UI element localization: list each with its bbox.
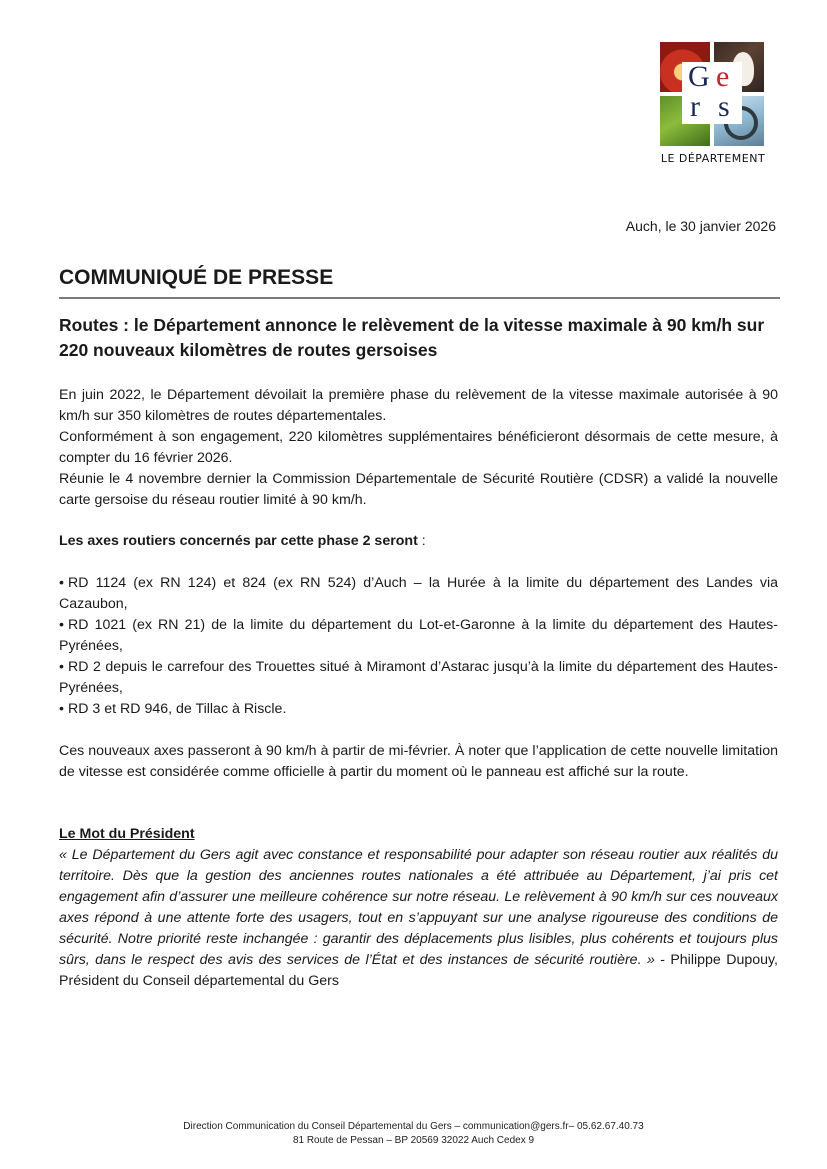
axes-heading-text: Les axes routiers concernés par cette phase 2 seront	[59, 533, 418, 549]
logo-letter-s: s	[718, 90, 730, 123]
list-item: • RD 3 et RD 946, de Tillac à Riscle.	[59, 699, 778, 720]
list-item: • RD 2 depuis le carrefour des Trouettes situé à Miramont d’Astarac jusqu’à la limite du département des Hautes-Pyrénées,	[59, 657, 778, 699]
president-heading: Le Mot du Président	[59, 826, 195, 842]
logo-letter-e: e	[716, 60, 730, 93]
intro-section	[59, 385, 778, 511]
axes-heading-colon: :	[417, 533, 426, 549]
logo-letter-r: r	[690, 90, 700, 123]
logo-caption: LE DÉPARTEMENT	[660, 152, 766, 165]
axes-section	[59, 573, 778, 720]
axes-heading	[59, 531, 778, 552]
document-title: COMMUNIQUÉ DE PRESSE	[59, 266, 334, 289]
page-footer	[0, 1120, 827, 1148]
release-date: Auch, le 30 janvier 2026	[625, 218, 776, 234]
list-item: • RD 1021 (ex RN 21) de la limite du département du Lot-et-Garonne à la limite du département des Hautes-Pyrénées,	[59, 615, 778, 657]
headline: Routes : le Département annonce le relèvement de la vitesse maximale à 90 km/h sur 220 nouveaux kilomètres de routes gersoises	[59, 315, 765, 360]
president-quote: « Le Département du Gers agit avec constance et responsabilité pour adapter son réseau routier aux réalités du territoire. Dès que la gestion des anciennes routes nationales a été attribuée au Département, j’ai pris cet engagement afin d’assurer une meilleure cohérence sur notre réseau. Le relèvement à 90 km/h sur ces nouveaux axes répond à une attente forte des usagers, tout en s’appuyant sur une analyse rigoureuse des conditions de sécurité. Notre priorité reste inchangée : garantir des déplacements plus lisibles, plus cohérents et toujours plus sûrs, dans le respect des avis des services de l’État et des instances de sécurité routière. »	[59, 847, 778, 968]
gers-logo	[658, 40, 768, 165]
logo-letter-g: G	[688, 60, 710, 93]
closing-paragraph: Ces nouveaux axes passeront à 90 km/h à partir de mi-février. À noter que l’application de cette nouvelle limitation de vitesse est considérée comme officielle à partir du moment où le panneau est affiché sur la route.	[59, 743, 778, 780]
title-divider	[59, 297, 780, 299]
intro-paragraph: Réunie le 4 novembre dernier la Commission Départementale de Sécurité Routière (CDSR) a validé la nouvelle carte gersoise du réseau routier limité à 90 km/h.	[59, 471, 778, 508]
logo-mosaic	[658, 40, 766, 148]
list-item: • RD 1124 (ex RN 124) et 824 (ex RN 524) d’Auch – la Hurée à la limite du département des Landes via Cazaubon,	[59, 573, 778, 615]
footer-address: 81 Route de Pessan – BP 20569 32022 Auch Cedex 9	[292, 1135, 535, 1146]
footer-contact: Direction Communication du Conseil Départemental du Gers – communication@gers.fr– 05.62.67.40.73	[183, 1121, 644, 1132]
president-quote-block	[59, 845, 778, 992]
quote-attribution: - Philippe Dupouy, Président du Conseil départemental du Gers	[59, 952, 778, 989]
axes-list	[59, 573, 778, 720]
intro-paragraph: Conformément à son engagement, 220 kilomètres supplémentaires bénéficieront désormais de cette mesure, à compter du 16 février 2026.	[59, 429, 778, 466]
logo-lettering	[682, 62, 742, 124]
intro-paragraph: En juin 2022, le Département dévoilait la première phase du relèvement de la vitesse maximale autorisée à 90 km/h sur 350 kilomètres de routes départementales.	[59, 387, 778, 424]
